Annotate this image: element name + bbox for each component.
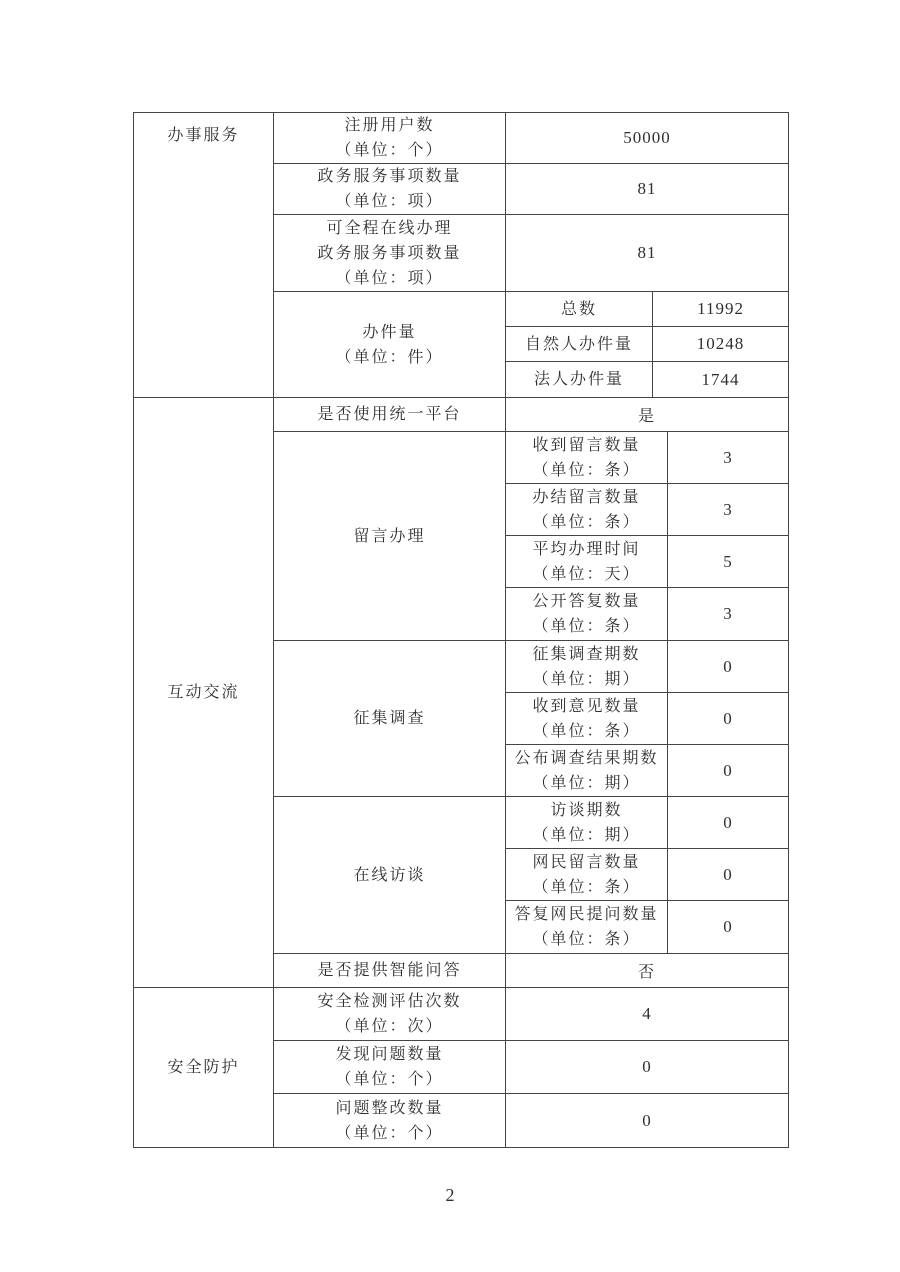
sub-metric-label-cell [506,484,668,536]
sub-metric-value: 1744 [701,369,740,389]
sub-metric-value-cell [668,745,789,797]
sub-metric-label-cell [506,797,668,849]
sub-metric-value: 3 [723,604,733,623]
sub-metric-value: 11992 [697,299,744,318]
sub-metric-value: 0 [723,917,733,936]
metric-value-cell [506,1094,789,1148]
sub-metric-unit: （单位：条） [532,618,641,635]
group-label: 征集调查 [353,710,426,727]
sub-metric-label: 访谈期数 [550,801,623,819]
sub-metric-value: 0 [723,708,733,728]
sub-metric-unit: （单位：天） [532,565,641,583]
group-label-cell-survey [274,641,506,797]
metric-value: 4 [642,1004,652,1023]
metric-label-cell [274,988,506,1041]
sub-metric-value: 0 [723,812,733,832]
metric-label-cell [274,164,506,215]
sub-metric-label: 自然人办件量 [524,335,633,353]
sub-metric-label-cell [506,362,653,398]
metric-label: 是否使用统一平台 [317,406,462,423]
metric-value: 0 [642,1110,652,1130]
category-label: 安全防护 [167,1059,240,1076]
metric-label: 发现问题数量 [335,1046,444,1063]
sub-metric-unit: （单位：期） [532,826,641,844]
metric-value-cell [506,988,789,1041]
metric-label-cell [274,954,506,988]
sub-metric-value-cell [653,327,789,362]
sub-metric-value: 3 [723,447,733,467]
metric-value: 50000 [623,128,671,147]
sub-metric-value: 0 [723,656,733,676]
metric-unit: （单位：项） [335,269,444,287]
metric-label-cell [274,215,506,292]
sub-metric-value-cell [668,901,789,954]
sub-metric-label-cell [506,327,653,362]
sub-metric-label-cell [506,849,668,901]
sub-metric-label-cell [506,901,668,954]
sub-metric-value-cell [668,797,789,849]
metric-label: 注册用户数 [344,117,435,134]
metric-label: 政务服务事项数量 [317,244,462,262]
sub-metric-label: 收到意见数量 [532,697,641,715]
metric-label-cell [274,113,506,164]
sub-metric-label: 收到留言数量 [532,436,641,454]
sub-metric-label-cell [506,588,668,641]
sub-metric-label: 公开答复数量 [532,593,641,610]
sub-metric-value-cell [653,292,789,327]
sub-metric-label-cell [506,745,668,797]
metric-label: 可全程在线办理 [326,219,453,237]
sub-metric-label: 答复网民提问数量 [514,906,659,923]
metric-label: 办件量 [362,323,417,341]
category-cell-service [134,113,274,398]
metric-unit: （单位：个） [335,1124,444,1142]
metric-unit: （单位：个） [335,142,444,159]
metric-label: 是否提供智能问答 [317,962,462,979]
sub-metric-value: 0 [723,864,733,884]
sub-metric-unit: （单位：条） [532,878,641,896]
metric-unit: （单位：个） [335,1071,444,1088]
metric-label: 政务服务事项数量 [317,168,462,185]
metric-label-cell-banjianliang [274,292,506,398]
sub-metric-value: 3 [723,499,733,519]
category-cell-security [134,988,274,1148]
metric-value: 81 [637,243,657,262]
sub-metric-value-cell [668,641,789,693]
group-label: 在线访谈 [353,866,426,884]
sub-metric-unit: （单位：条） [532,722,641,740]
sub-metric-value: 0 [723,760,733,780]
metric-value: 81 [637,179,657,198]
metric-label-cell [274,398,506,432]
sub-metric-value-cell [668,432,789,484]
metric-label-cell [274,1094,506,1148]
group-label-cell-message [274,432,506,641]
sub-metric-value-cell [668,484,789,536]
metric-value-cell [506,398,789,432]
group-label: 留言办理 [353,527,426,545]
metric-value: 0 [642,1057,652,1076]
category-label: 办事服务 [167,127,240,144]
sub-metric-label: 公布调查结果期数 [514,749,659,767]
sub-metric-label-cell [506,641,668,693]
metric-value-cell [506,113,789,164]
metric-label-cell [274,1041,506,1094]
sub-metric-label: 办结留言数量 [532,488,641,506]
metric-unit: （单位：件） [335,348,444,366]
metric-value: 否 [638,964,657,981]
sub-metric-label: 法人办件量 [533,371,624,388]
sub-metric-unit: （单位：条） [532,461,641,479]
sub-metric-unit: （单位：条） [532,513,641,531]
sub-metric-label: 总数 [560,300,597,318]
sub-metric-value-cell [668,693,789,745]
category-label: 互动交流 [167,684,240,701]
report-table [133,112,789,1148]
sub-metric-label: 征集调查期数 [532,645,641,663]
metric-value-cell [506,954,789,988]
sub-metric-value: 5 [723,551,733,571]
sub-metric-label-cell [506,693,668,745]
sub-metric-unit: （单位：期） [532,774,641,792]
group-label-cell-interview [274,797,506,954]
metric-label: 安全检测评估次数 [317,993,462,1010]
sub-metric-label-cell [506,536,668,588]
metric-value-cell [506,164,789,215]
metric-unit: （单位：项） [335,193,444,210]
sub-metric-value-cell [668,536,789,588]
sub-metric-value-cell [653,362,789,398]
metric-label: 问题整改数量 [335,1099,444,1117]
sub-metric-value-cell [668,849,789,901]
sub-metric-value: 10248 [696,334,745,353]
sub-metric-unit: （单位：条） [532,931,641,948]
sub-metric-label-cell [506,292,653,327]
metric-value-cell [506,215,789,292]
sub-metric-unit: （单位：期） [532,670,641,688]
sub-metric-label: 网民留言数量 [532,853,641,871]
sub-metric-label: 平均办理时间 [532,540,641,558]
category-cell-interaction [134,398,274,988]
metric-value: 是 [638,408,657,425]
metric-unit: （单位：次） [335,1018,444,1035]
sub-metric-label-cell [506,432,668,484]
page-number: 2 [445,1185,455,1205]
sub-metric-value-cell [668,588,789,641]
metric-value-cell [506,1041,789,1094]
